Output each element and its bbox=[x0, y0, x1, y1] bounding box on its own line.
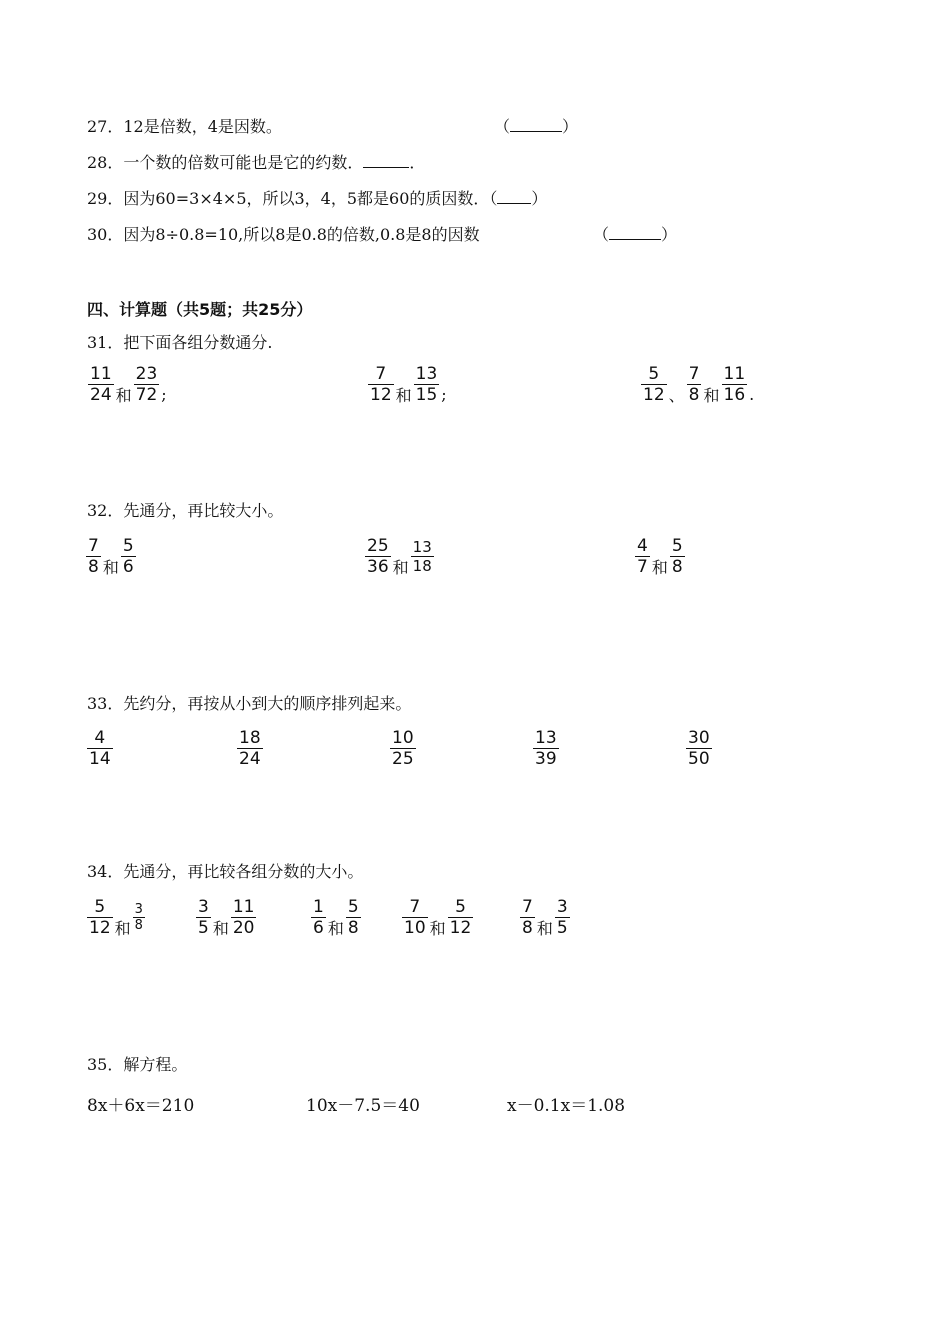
question-28: 28．一个数的倍数可能也是它的约数． ． bbox=[87, 153, 426, 172]
question-text: 先约分，再按从小到大的顺序排列起来。 bbox=[123, 694, 412, 713]
answer-blank[interactable] bbox=[510, 117, 562, 132]
fraction: $\frac{7}{10}$ bbox=[404, 897, 426, 938]
fraction: $\frac{3}{5}$ bbox=[556, 897, 568, 938]
question-number: 34． bbox=[87, 862, 124, 881]
fraction: $\frac{5}{6}$ bbox=[122, 536, 134, 577]
answer-paren[interactable]: （ ） bbox=[494, 117, 579, 136]
fraction-group-2: $\frac{25}{36}$ 和 $\frac{13}{18}$ bbox=[367, 536, 432, 577]
fraction: $\frac{3}{5}$ bbox=[198, 897, 209, 938]
equation-1: 8x＋6x＝210 bbox=[87, 1096, 195, 1116]
equation-3: x－0.1x＝1.08 bbox=[507, 1096, 626, 1116]
question-number: 27． bbox=[87, 117, 124, 136]
question-text: 把下面各组分数通分. bbox=[123, 333, 273, 352]
question-number: 32． bbox=[87, 501, 124, 520]
fraction: $\frac{13}{15}$ bbox=[415, 364, 438, 405]
fraction: $\frac{1}{6}$ bbox=[313, 897, 324, 938]
question-text: 因为60=3×4×5，所以3，4，5都是60的质因数． bbox=[123, 189, 490, 208]
fraction: $\frac{5}{8}$ bbox=[347, 897, 359, 938]
question-33 bbox=[87, 694, 411, 714]
fraction-group-2: $\frac{3}{5}$ 和 $\frac{11}{20}$ bbox=[198, 897, 255, 938]
fraction: $\frac{7}{12}$ bbox=[370, 364, 392, 405]
question-29: 29．因为60=3×4×5，所以3，4，5都是60的质因数．（ ） bbox=[87, 189, 548, 208]
fraction: $\frac{13}{18}$ bbox=[412, 538, 432, 575]
fraction-item bbox=[532, 728, 560, 769]
fraction-group-3: $\frac{1}{6}$ 和 $\frac{5}{8}$ bbox=[313, 897, 359, 938]
fraction-group-3: $\frac{5}{12}$ 、 $\frac{7}{8}$ 和 $\frac{11}{16}$ . bbox=[643, 364, 755, 405]
fraction: $\frac{3}{8}$ bbox=[134, 902, 143, 933]
question-number: 31． bbox=[87, 333, 124, 352]
question-30 bbox=[87, 225, 480, 245]
question-number: 28． bbox=[87, 153, 124, 172]
fraction: $\frac{30}{50}$ bbox=[688, 728, 710, 769]
answer-blank[interactable] bbox=[609, 225, 661, 240]
answer-blank[interactable] bbox=[363, 153, 409, 168]
fraction-group-5: $\frac{7}{8}$ 和 $\frac{3}{5}$ bbox=[522, 897, 568, 938]
fraction: $\frac{25}{36}$ bbox=[367, 536, 389, 577]
equation-2: 10x－7.5＝40 bbox=[306, 1096, 420, 1116]
question-31 bbox=[87, 333, 272, 353]
question-32 bbox=[87, 501, 283, 521]
question-number: 35． bbox=[87, 1055, 124, 1074]
fraction-group-2: $\frac{7}{12}$ 和 $\frac{13}{15}$ ; bbox=[370, 364, 447, 405]
fraction: $\frac{7}{8}$ bbox=[88, 536, 99, 577]
fraction: $\frac{11}{24}$ bbox=[90, 364, 112, 405]
fraction: $\frac{5}{12}$ bbox=[449, 897, 472, 938]
fraction: $\frac{5}{12}$ bbox=[89, 897, 111, 938]
fraction: $\frac{11}{16}$ bbox=[723, 364, 746, 405]
fraction: $\frac{23}{72}$ bbox=[135, 364, 158, 405]
fraction-item bbox=[389, 728, 417, 769]
fraction: $\frac{4}{14}$ bbox=[89, 728, 111, 769]
fraction-group-1: $\frac{11}{24}$ 和 $\frac{23}{72}$ ; bbox=[90, 364, 167, 405]
fraction-item bbox=[86, 728, 114, 769]
fraction-group-1: $\frac{7}{8}$ 和 $\frac{5}{6}$ bbox=[88, 536, 134, 577]
fraction: $\frac{11}{20}$ bbox=[232, 897, 255, 938]
fraction-item bbox=[236, 728, 264, 769]
answer-paren[interactable]: （ ） bbox=[593, 225, 678, 244]
fraction: $\frac{5}{12}$ bbox=[643, 364, 665, 405]
fraction-group-4: $\frac{7}{10}$ 和 $\frac{5}{12}$ bbox=[404, 897, 472, 938]
fraction: $\frac{18}{24}$ bbox=[239, 728, 261, 769]
question-35 bbox=[87, 1055, 187, 1075]
fraction: $\frac{5}{8}$ bbox=[671, 536, 683, 577]
fraction-group-3: $\frac{4}{7}$ 和 $\frac{5}{8}$ bbox=[637, 536, 683, 577]
question-text: 先通分，再比较大小。 bbox=[123, 501, 284, 520]
section-heading: 四、计算题（共5题；共25分） bbox=[87, 300, 313, 319]
question-number: 29． bbox=[87, 189, 124, 208]
question-text: 12是倍数，4是因数。 bbox=[123, 117, 282, 136]
question-number: 33． bbox=[87, 694, 124, 713]
fraction: $\frac{7}{8}$ bbox=[522, 897, 533, 938]
fraction: $\frac{4}{7}$ bbox=[637, 536, 648, 577]
fraction-group-1: $\frac{5}{12}$ 和 $\frac{3}{8}$ bbox=[89, 897, 143, 938]
fraction: $\frac{7}{8}$ bbox=[688, 364, 700, 405]
question-27 bbox=[87, 117, 282, 137]
fraction: $\frac{13}{39}$ bbox=[535, 728, 557, 769]
question-text: 因为8÷0.8=10,所以8是0.8的倍数,0.8是8的因数 bbox=[123, 225, 480, 244]
answer-blank[interactable] bbox=[497, 189, 531, 204]
question-text: 解方程。 bbox=[123, 1055, 188, 1074]
question-text: 先通分，再比较各组分数的大小。 bbox=[123, 862, 364, 881]
question-number: 30． bbox=[87, 225, 124, 244]
question-text: 一个数的倍数可能也是它的约数． bbox=[123, 153, 364, 172]
question-34 bbox=[87, 862, 363, 882]
fraction-item bbox=[685, 728, 713, 769]
fraction: $\frac{10}{25}$ bbox=[392, 728, 414, 769]
